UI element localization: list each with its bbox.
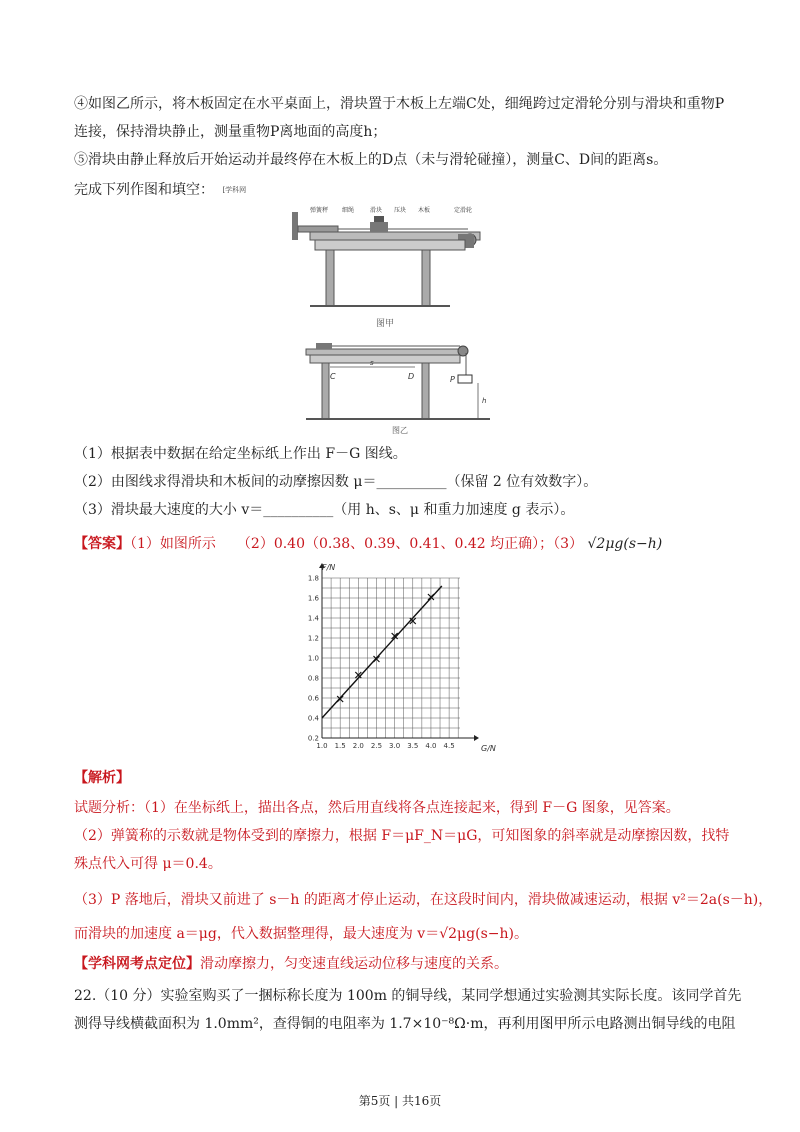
y-tick-label: 1.6 [307,594,319,603]
y-tick-label: 0.8 [307,674,319,683]
x-tick-label: 3.0 [389,742,401,750]
label-s: s [370,359,374,367]
x-tick-label: 1.0 [316,742,328,750]
analysis-p3a: （3）P 落地后，滑块又前进了 s－h 的距离才停止运动，在这段时间内，滑块做减速运动，根据 v²＝2a(s－h)， [74,892,773,908]
answer-text: （1）如图所示 （2）0.40（0.38、0.39、0.41、0.42 均正确）；（3） [130,536,584,552]
wall [292,212,298,240]
y-tick-label: 1.4 [307,614,319,623]
key-point-line [74,954,508,974]
caption-fig-b: 图乙 [392,426,408,435]
label-board: 木板 [418,207,431,214]
question-1: （1）根据表中数据在给定坐标纸上作出 F－G 图线。 [74,446,407,462]
answer-formula: √2μg(s−h) [587,536,663,552]
analysis-p1: 试题分析：（1）在坐标纸上，描出各点，然后用直线将各点连接起来，得到 F－G 图象，见答案。 [74,800,680,816]
x-tick-label: 4.5 [443,742,455,750]
label-h: h [482,397,487,405]
x-axis-label: G/N [481,744,496,753]
q22-line2: 测得导线横截面积为 1.0mm²，查得铜的电阻率为 1.7×10⁻⁸Ω·m，再利用图甲所示电路测出铜导线的电阻 [74,1016,736,1032]
answer-line [74,534,662,554]
label-c: C [330,372,336,381]
analysis-p3b: 而滑块的加速度 a＝μg，代入数据整理得，最大速度为 v＝√2μg(s−h)。 [74,926,528,942]
y-axis-label: F/N [322,563,336,572]
step5: ⑤滑块由静止释放后开始运动并最终停在木板上的D点（未与滑轮碰撞），测量C、D间的距离s。 [74,152,668,168]
table-leg-left [322,363,329,419]
table-leg-right [422,363,429,419]
x-tick-label: 1.5 [334,742,346,750]
y-tick-label: 0.4 [307,714,319,723]
table-top [310,355,460,363]
figure-b [300,335,500,435]
x-tick-label: 2.0 [352,742,364,750]
spring-scale [298,226,338,232]
board [310,232,480,240]
question-3: （3）滑块最大速度的大小 v＝__________（用 h、s、μ 和重力加速度 g 表示）。 [74,502,575,518]
table-leg-right [422,250,430,306]
key-point-label: 【学科网考点定位】 [74,956,200,972]
label-d: D [408,372,415,381]
answer-label: 【答案】 [74,536,130,552]
x-axis-arrow [474,735,479,741]
source-tag: [学科网 [222,186,247,194]
y-tick-label: 0.2 [307,734,319,743]
press-block [374,216,384,222]
slider-block [370,222,388,232]
analysis-p2a: （2）弹簧称的示数就是物体受到的摩擦力，根据 F＝μF_N＝μG，可知图象的斜率就是动摩擦因数，找特 [74,828,730,844]
y-tick-label: 1.0 [307,654,319,663]
analysis-label: 【解析】 [74,770,130,786]
chart-axes [319,563,479,741]
page-footer: 第5页 | 共16页 [358,1094,442,1108]
step4-line1: ④如图乙所示，将木板固定在水平桌面上，滑块置于木板上左端C处，细绳跨过定滑轮分别与滑块和重物P [74,96,725,112]
analysis-p2b: 殊点代入可得 μ＝0.4。 [74,856,222,872]
label-press-block: 压块 [394,207,407,214]
board [306,349,466,355]
question-2: （2）由图线求得滑块和木板间的动摩擦因数 μ＝__________（保留 2 位有效数字）。 [74,474,598,490]
table-top [315,240,465,250]
y-tick-label: 1.2 [307,634,319,643]
x-tick-label: 3.5 [407,742,419,750]
chart-ticks [308,575,455,751]
f-g-chart [288,560,508,760]
complete-text: 完成下列作图和填空： [74,182,214,198]
weight-p [458,375,472,383]
slider-block [316,343,332,349]
label-spring-scale: 弹簧秤 [310,207,329,214]
chart-grid [322,578,460,738]
step4-line2: 连接，保持滑块静止，测量重物P离地面的高度h； [74,124,387,140]
key-point-text: 滑动摩擦力，匀变速直线运动位移与速度的关系。 [200,956,508,972]
label-p: P [450,375,455,384]
x-tick-label: 4.0 [425,742,437,750]
label-slider: 滑块 [370,207,383,214]
y-tick-label: 0.6 [307,694,319,703]
table-leg-left [326,250,334,306]
q22-line1: 22.（10 分）实验室购买了一捆标称长度为 100m 的铜导线，某同学想通过实验测其实际长度。该同学首先 [74,988,742,1004]
x-tick-label: 2.5 [370,742,383,750]
complete-instruction [74,180,246,200]
caption-fig-a: 图甲 [376,319,395,329]
label-pulley: 定滑轮 [454,207,473,214]
label-rope: 细绳 [342,207,355,214]
figure-a [290,202,490,330]
y-tick-label: 1.8 [307,574,319,583]
